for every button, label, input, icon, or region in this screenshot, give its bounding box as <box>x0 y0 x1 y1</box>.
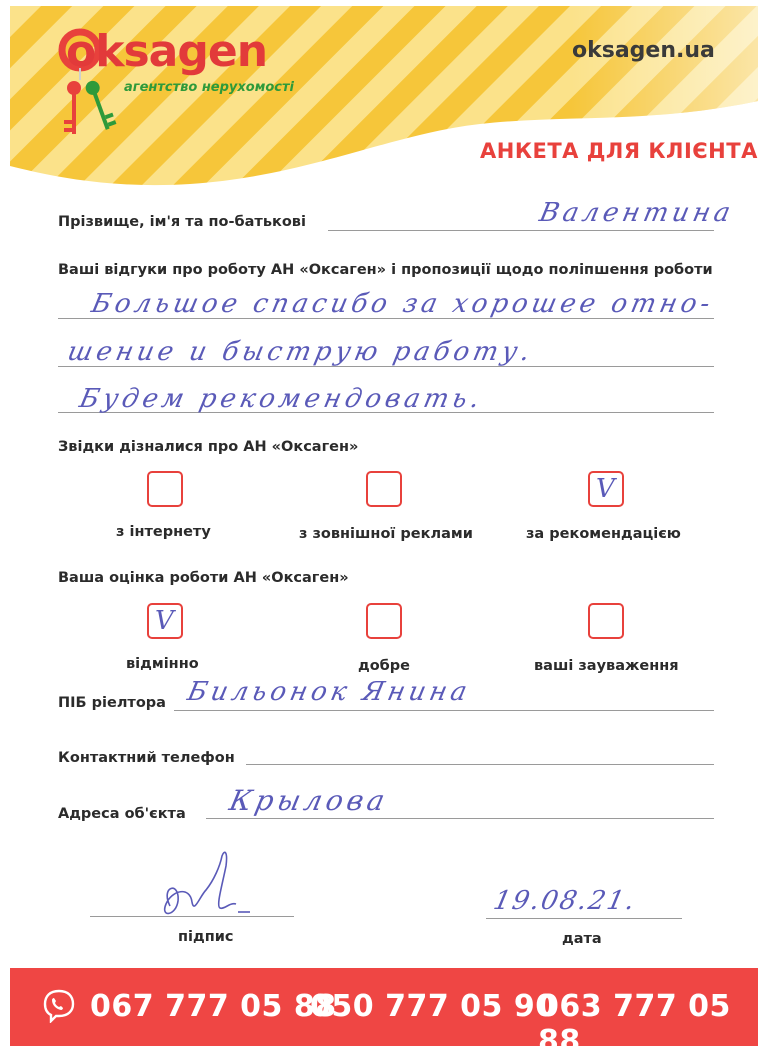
rating-good-checkbox[interactable] <box>366 603 402 639</box>
date-label: дата <box>562 931 602 947</box>
footer-phone-2[interactable]: 050 777 05 90 <box>310 989 557 1024</box>
signature-label: підпис <box>178 929 234 945</box>
rating-remarks-checkbox[interactable] <box>588 603 624 639</box>
footer-phone-1[interactable]: 067 777 05 88 <box>90 989 337 1024</box>
feedback-text-line-2[interactable]: шение и быструю работу. <box>64 337 537 367</box>
source-recommendation-checkbox[interactable] <box>588 471 624 507</box>
client-signature-image <box>150 846 260 926</box>
brand-subtitle: агентство нерухомості <box>124 80 294 95</box>
object-address-label: Адреса об'єкта <box>58 806 186 822</box>
rating-good-label: добре <box>358 658 411 674</box>
source-internet-label: з інтернету <box>116 524 211 540</box>
object-address-value[interactable]: Крылова <box>226 784 392 817</box>
date-line <box>486 918 682 919</box>
source-recommendation-label: за рекомендацією <box>526 526 681 542</box>
rating-excellent-checkbox[interactable] <box>147 603 183 639</box>
object-address-line <box>206 818 714 819</box>
contact-phone-label: Контактний телефон <box>58 750 235 766</box>
feedback-label: Ваші відгуки про роботу АН «Оксаген» і пропозиції щодо поліпшення роботи <box>58 262 713 278</box>
signature-line <box>90 916 294 917</box>
source-label: Звідки дізналися про АН «Оксаген» <box>58 439 359 455</box>
full-name-label: Прізвище, ім'я та по-батькові <box>58 214 306 230</box>
check-mark-icon: V <box>596 474 615 504</box>
website-link[interactable]: oksagen.ua <box>572 38 715 63</box>
brand-logo-text: oksagen <box>66 26 268 77</box>
full-name-value[interactable]: Валентина <box>536 198 737 228</box>
date-value[interactable]: 19.08.21. <box>490 886 640 916</box>
full-name-line <box>328 230 714 231</box>
viber-phone-icon <box>42 989 76 1023</box>
realtor-value[interactable]: Бильонок Янина <box>184 677 474 707</box>
rating-excellent-label: відмінно <box>126 656 199 672</box>
source-outdoor-ads-label: з зовнішної реклами <box>299 526 473 542</box>
source-internet-checkbox[interactable] <box>147 471 183 507</box>
contact-phone-line <box>246 764 714 765</box>
footer-phone-3[interactable]: 063 777 05 88 <box>538 989 731 1052</box>
check-mark-icon: V <box>155 606 174 636</box>
rating-label: Ваша оцінка роботи АН «Оксаген» <box>58 570 349 586</box>
questionnaire-page <box>10 6 758 1052</box>
feedback-text-line-1[interactable]: Большое спасибо за хорошее отно- <box>88 289 717 319</box>
form-title: АНКЕТА ДЛЯ КЛІЄНТА <box>480 139 758 163</box>
feedback-text-line-3[interactable]: Будем рекомендовать. <box>76 384 487 414</box>
realtor-line <box>174 710 714 711</box>
source-outdoor-ads-checkbox[interactable] <box>366 471 402 507</box>
rating-remarks-label: ваші зауваження <box>534 658 679 674</box>
realtor-label: ПІБ ріелтора <box>58 695 166 711</box>
